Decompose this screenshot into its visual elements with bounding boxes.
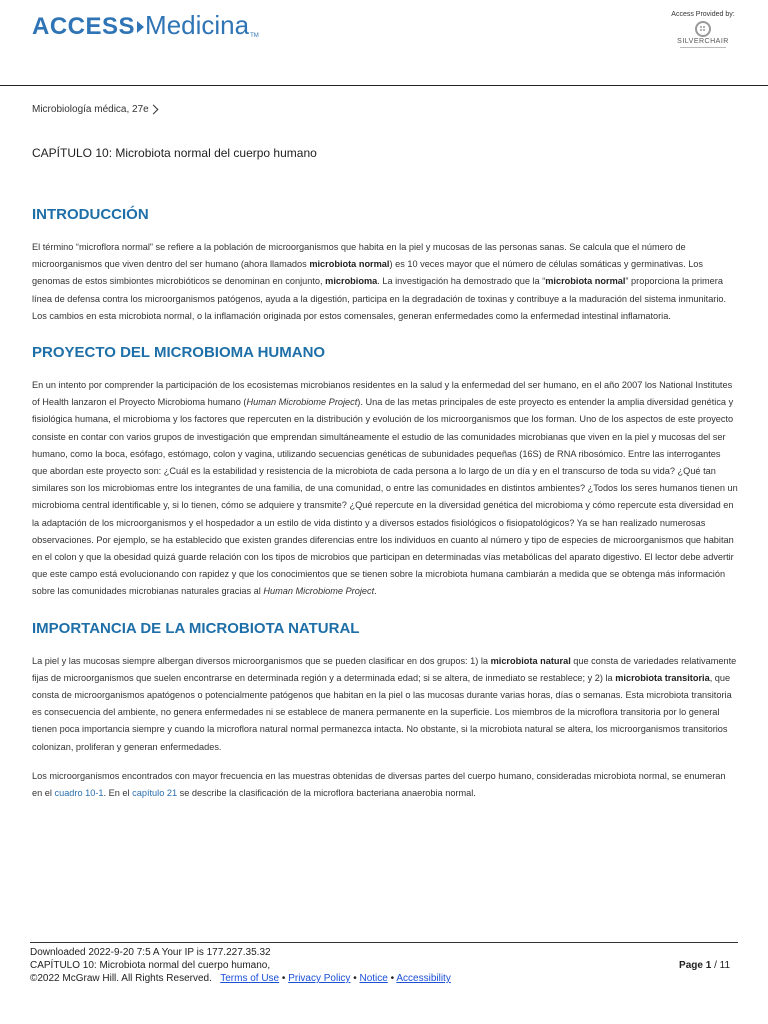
glossary-term[interactable]: microbiota transitoria <box>615 672 710 683</box>
text-run: La piel y las mucosas siempre albergan diversos microorganismos que se pueden clasificar en dos grupos: 1) la <box>32 655 491 666</box>
download-info: Downloaded 2022-9-20 7:5 A Your IP is 177.227.35.32 <box>30 947 271 958</box>
paragraph <box>32 239 738 325</box>
glossary-term[interactable]: microbioma <box>325 276 378 287</box>
privacy-policy-link[interactable]: Privacy Policy <box>288 973 351 984</box>
italic-text: Human Microbiome Project <box>263 586 375 597</box>
text-run: . En el <box>103 788 133 799</box>
page-indicator <box>679 960 730 971</box>
text-run: ) es 10 veces mayor que el número de células somáticas y germinativas. Los genomas de estos simbiontes microbióticos se denominan en conjunto, <box>32 259 704 287</box>
footer-links <box>30 972 738 985</box>
text-run: ” proporciona la primera línea de defensa contra los microorganismos patógenos, ayuda a la digestión, participa en la degradación de toxinas y contribuye a la maduración del sistema inmunitario. Los cambios en esta microbiota normal, o la inflamación originada por estos comensales, generan enfermedades como la enfermedad intestinal inflamatoria. <box>32 276 727 321</box>
provided-by-label: Access Provided by: <box>671 11 735 18</box>
italic-text: Human Microbiome Project <box>246 397 358 408</box>
chapter-link-21[interactable]: capítulo 21 <box>132 788 178 799</box>
section-heading: PROYECTO DEL MICROBIOMA HUMANO <box>32 344 326 362</box>
text-run: se describe la clasificación de la microflora bacteriana anaerobia normal. <box>177 788 476 799</box>
terms-of-use-link[interactable]: Terms of Use <box>220 973 280 984</box>
text-run: El término “microflora normal” se refiere a la población de microorganismos que habita en la piel y mucosas de las personas sanas. Se calcula que el número de microorganismos que viven dentro del ser humano (ahora llamados <box>32 242 686 270</box>
accessmedicina-logo[interactable] <box>32 10 259 41</box>
text-run: . La investigación ha demostrado que la “ <box>377 276 546 287</box>
link-separator: • <box>279 973 289 984</box>
notice-link[interactable]: Notice <box>359 973 388 984</box>
chapter-title: CAPÍTULO 10: Microbiota normal del cuerpo humano <box>32 146 317 160</box>
section-introduccion <box>32 205 738 325</box>
glossary-term[interactable]: microbiota normal <box>545 276 626 287</box>
provider-name: SILVERCHAIR <box>677 38 729 45</box>
logo-trademark: TM <box>250 33 259 39</box>
page-header <box>0 0 768 86</box>
page-current: Page 1 <box>679 960 712 971</box>
section-proyecto-microbioma <box>32 343 738 601</box>
chapter-content <box>32 205 738 814</box>
text-run: que consta de variedades relativamente fijas de microorganismos que suelen encontrarse en determinada región y a determinada edad; si se altera, de inmediato se restablece; y 2) la <box>32 655 737 683</box>
link-separator: • <box>350 973 360 984</box>
section-heading: IMPORTANCIA DE LA MICROBIOTA NATURAL <box>32 619 360 637</box>
provider-divider <box>680 47 726 48</box>
logo-arrow-icon <box>137 21 144 33</box>
section-heading: INTRODUCCIÓN <box>32 206 149 223</box>
copyright: ©2022 McGraw Hill. All Rights Reserved. <box>30 973 212 984</box>
text-run: Los microorganismos encontrados con mayor frecuencia en las muestras obtenidas de diversas partes del cuerpo humano, consideradas microbiota normal, se enumeran en el <box>32 770 726 799</box>
table-link-cuadro-10-1[interactable]: cuadro 10-1 <box>54 788 104 799</box>
glossary-term[interactable]: microbiota normal <box>309 259 390 270</box>
access-provider <box>668 11 738 48</box>
footer-divider <box>30 942 738 943</box>
page-footer <box>30 946 738 985</box>
section-importancia-microbiota <box>32 619 738 803</box>
accessibility-link[interactable]: Accessibility <box>396 973 451 984</box>
footer-chapter: CAPÍTULO 10: Microbiota normal del cuerpo humano, <box>30 960 271 971</box>
link-separator: • <box>387 973 397 984</box>
glossary-term[interactable]: microbiota natural <box>490 655 571 666</box>
text-run: , que consta de microorganismos apatógenos o potencialmente patógenos que habitan en la piel o las mucosas durante varias horas, días o semanas. Esta microbiota transitoria es consecuencia del ambiente, no genera enfermedades ni se establece de manera permanente en la superficie. Los miembros de la microflora transitoria por lo general tienen poca importancia siempre y cuando la microflora natural normal permanezca intacta. No obstante, si la microbiota natural se altera, los microorganismos transitorios colonizan, proliferan y generan enfermedades. <box>32 672 732 752</box>
logo-access-text: ACCESS <box>32 13 136 40</box>
text-run: ). Una de las metas principales de este proyecto es entender la amplia diversidad genética y fisiológica humana, el microbioma y los factores que repercuten en la distribución y evolución de los microorganismos que los forman. Uno de los aspectos de este proyecto consiste en contar con varios grupos de investigación que emprendan simultáneamente el estudio de las comunidades microbianas que viven en la piel y mucosas del ser humano, como la boca, esófago, estómago, colon y vagina, utilizando secuencias genéticas de subunidades pequeñas (16S) de RNA ribosómico. Entre las interrogantes que abordan este proyecto son: ¿Cuál es la estabilidad y resistencia de la microbiota de cada persona a lo largo de un día y en el transcurso de toda su vida? ¿Qué tan similares son los microbiomas entre los integrantes de una familia, de una comunidad, o entre las comunidades en distintos ambientes? ¿Todos los seres humanos tienen un microbioma central identificable y, si lo tienen, cómo se adquiere y transmite? ¿Qué repercute en la diversidad genética del microbioma y cómo repercute esta diversidad en la adaptación de los microorganismos y el hospedador a un estilo de vida distinto y a diversos estados fisiológicos o fisiopatológicos? Ya se han realizado numerosas observaciones. Por ejemplo, se ha establecido que existen grandes diferencias entre los individuos en cuanto al número y tipo de especies de microorganismos que habitan en el colon y que la obesidad quizá guarde relación con los tipos de microbios que participan en determinadas vías metabólicas del aparato digestivo. El lector debe advertir que este campo está evolucionando con rapidez y que los conocimientos que se tienen sobre la microbiota humana cambiarán a medida que se obtenga más información sobre las comunidades microbianas naturales gracias al <box>32 397 738 597</box>
silverchair-logo-icon <box>695 21 711 37</box>
text-run: . <box>374 586 377 597</box>
paragraph <box>32 377 738 601</box>
breadcrumb <box>32 104 157 115</box>
logo-medicina-text: Medicina <box>145 10 250 40</box>
paragraph <box>32 768 738 802</box>
page-total: / 11 <box>714 960 730 971</box>
paragraph <box>32 653 738 756</box>
text-run: En un intento por comprender la participación de los ecosistemas microbianos residentes en la salud y la enfermedad del ser humano, en el año 2007 los National Institutes of Health lanzaron el Proyecto Microbioma humano ( <box>32 380 733 408</box>
breadcrumb-book-link[interactable]: Microbiología médica, 27e <box>32 104 149 115</box>
chevron-right-icon <box>148 105 158 115</box>
